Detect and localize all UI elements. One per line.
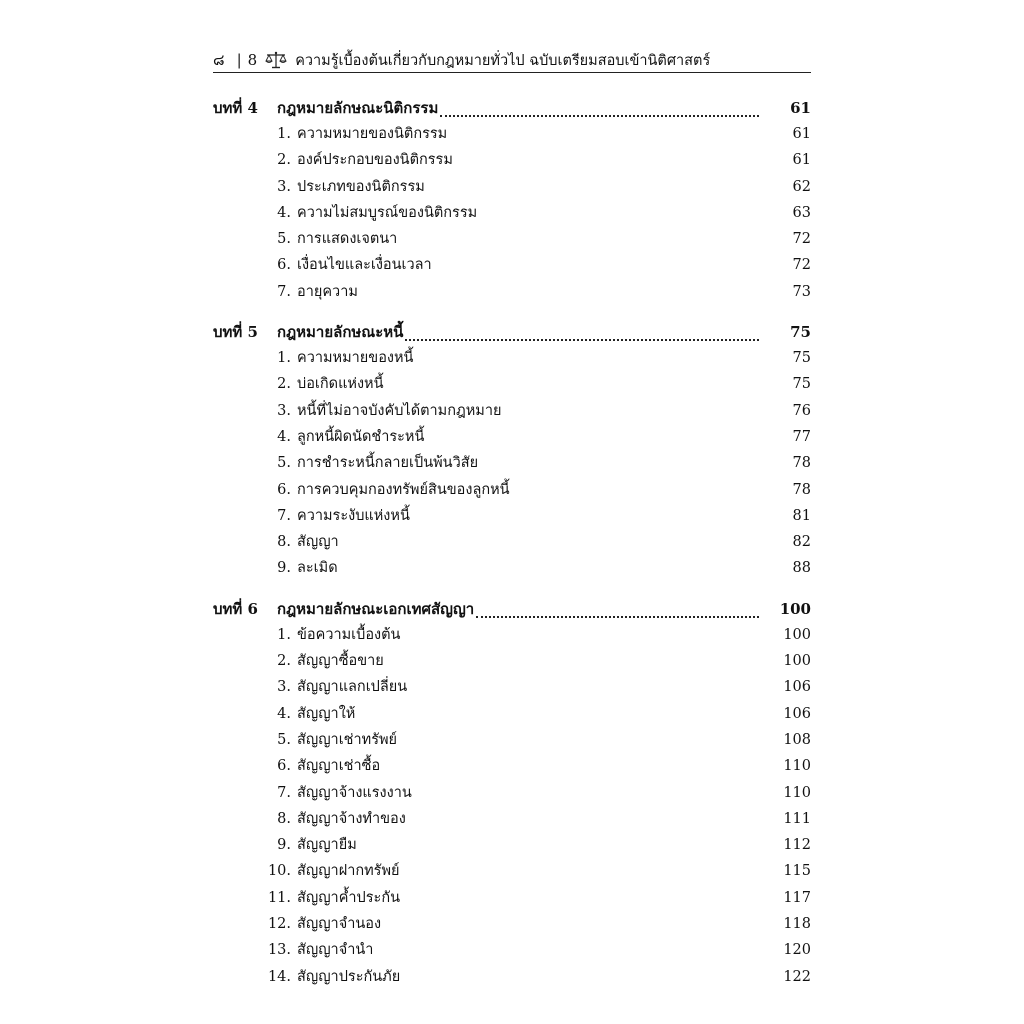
- toc-item-number: 4.: [277, 428, 291, 445]
- toc-item-number: 11.: [267, 889, 291, 906]
- toc-item-title: สัญญาเช่าซื้อ: [297, 758, 381, 775]
- toc-item-page-number: 77: [792, 428, 811, 445]
- toc-item-title: สัญญาจ้างแรงงาน: [297, 784, 412, 801]
- toc-item-number: 6.: [277, 758, 291, 775]
- toc-item-title: ข้อความเบื้องต้น: [297, 626, 401, 643]
- toc-item-page-number: 118: [783, 916, 811, 933]
- toc-item-number: 9.: [277, 560, 291, 577]
- toc-item-page-number: 108: [783, 731, 811, 748]
- chapter-page-number: 75: [790, 323, 811, 342]
- toc-item-page-number: 72: [792, 231, 811, 248]
- toc-item-title: อายุความ: [297, 283, 358, 300]
- toc-item-title: การควบคุมกองทรัพย์สินของลูกหนี้: [297, 481, 510, 498]
- toc-item-number: 2.: [277, 653, 291, 670]
- toc-item: [213, 886, 811, 912]
- toc-item-number: 3.: [277, 679, 291, 696]
- chapter-heading: [213, 597, 811, 623]
- toc-item-title: ความหมายของนิติกรรม: [297, 126, 448, 142]
- toc-item-page-number: 73: [792, 283, 811, 300]
- toc-item: [213, 965, 811, 991]
- toc-item-page-number: 61: [792, 126, 811, 142]
- toc-item-page-number: 72: [792, 257, 811, 274]
- toc-item-page-number: 100: [783, 626, 811, 643]
- toc-item-page-number: 111: [783, 810, 811, 827]
- header-thai-page-number: ๘: [213, 51, 225, 69]
- toc-item: [213, 556, 811, 582]
- toc-item-number: 6.: [277, 481, 291, 498]
- header-page-number: 8: [247, 51, 258, 69]
- chapter-label: บทที่ 5: [213, 323, 258, 342]
- toc-item-number: 8.: [277, 534, 291, 551]
- toc-item: [213, 807, 811, 833]
- toc-item-number: 9.: [277, 837, 291, 854]
- toc-item-number: 7.: [277, 507, 291, 524]
- toc-item-number: 1.: [277, 626, 291, 643]
- toc-item-number: 3.: [277, 178, 291, 195]
- toc-item: [213, 425, 811, 451]
- chapter-label: บทที่ 6: [213, 599, 258, 618]
- toc-item-page-number: 61: [792, 152, 811, 169]
- toc-item-page-number: 63: [792, 204, 811, 221]
- toc-item: [213, 451, 811, 477]
- page-header: [213, 48, 811, 73]
- dot-leader: [476, 604, 759, 618]
- toc-item-page-number: 82: [792, 534, 811, 551]
- toc-item-title: สัญญาฝากทรัพย์: [297, 863, 400, 880]
- toc-item-page-number: 75: [792, 350, 811, 367]
- toc-item-page-number: 78: [792, 481, 811, 498]
- toc-item: [213, 702, 811, 728]
- toc-item: [213, 280, 811, 306]
- toc-item-number: 10.: [267, 863, 291, 880]
- toc-item-title: สัญญายืม: [297, 837, 357, 854]
- dot-leader: [440, 103, 759, 117]
- toc-item-page-number: 117: [783, 889, 811, 906]
- toc-item-title: เงื่อนไขและเงื่อนเวลา: [297, 257, 432, 274]
- toc-item-number: 5.: [277, 231, 291, 248]
- toc-item-title: การแสดงเจตนา: [297, 231, 398, 248]
- toc-item: [213, 175, 811, 201]
- toc-item-title: ละเมิด: [297, 560, 338, 577]
- toc-item-title: ความระงับแห่งหนี้: [297, 507, 410, 524]
- toc-item: [213, 754, 811, 780]
- toc-item: [213, 346, 811, 372]
- toc-item: [213, 912, 811, 938]
- toc-item-page-number: 110: [783, 758, 811, 775]
- toc-item: [213, 530, 811, 556]
- toc-item-page-number: 112: [783, 837, 811, 854]
- toc-item: [213, 623, 811, 649]
- toc-item-number: 8.: [277, 810, 291, 827]
- toc-item: [213, 122, 811, 148]
- toc-item: [213, 504, 811, 530]
- toc-item-title: องค์ประกอบของนิติกรรม: [297, 152, 453, 169]
- chapter-title: กฎหมายลักษณะนิติกรรม: [277, 99, 439, 117]
- toc-item-title: สัญญาค้ำประกัน: [297, 889, 401, 906]
- toc-item-title: สัญญาจำนอง: [297, 916, 382, 933]
- chapter-title: กฎหมายลักษณะหนี้: [277, 323, 404, 342]
- toc-item: [213, 478, 811, 504]
- chapter-label: บทที่ 4: [213, 99, 258, 117]
- toc-item-title: สัญญาให้: [297, 705, 356, 722]
- toc-item-page-number: 100: [783, 653, 811, 670]
- toc-item: [213, 148, 811, 174]
- toc-item-number: 4.: [277, 705, 291, 722]
- chapter-heading: [213, 320, 811, 346]
- toc-item-page-number: 75: [792, 376, 811, 393]
- chapter-page-number: 100: [779, 599, 811, 618]
- toc-item-title: สัญญาจำนำ: [297, 942, 374, 959]
- toc-item-page-number: 88: [792, 560, 811, 577]
- chapter-heading: [213, 96, 811, 122]
- toc-item-page-number: 115: [783, 863, 811, 880]
- toc-item-title: หนี้ที่ไม่อาจบังคับได้ตามกฎหมาย: [297, 402, 502, 419]
- toc-item: [213, 372, 811, 398]
- toc-item-page-number: 122: [783, 968, 811, 985]
- toc-item: [213, 728, 811, 754]
- toc-item: [213, 833, 811, 859]
- toc-item-page-number: 110: [783, 784, 811, 801]
- toc-item-number: 7.: [277, 283, 291, 300]
- toc-item-title: บ่อเกิดแห่งหนี้: [297, 376, 384, 393]
- toc-item-number: 4.: [277, 204, 291, 221]
- toc-item-title: สัญญา: [297, 534, 339, 551]
- chapter-spacer: [213, 306, 811, 320]
- toc-item-number: 2.: [277, 152, 291, 169]
- toc-item-page-number: 106: [783, 679, 811, 696]
- toc-item-number: 14.: [267, 968, 291, 985]
- toc-item-page-number: 78: [792, 455, 811, 472]
- toc-item-title: สัญญาประกันภัย: [297, 968, 401, 985]
- header-book-title: ความรู้เบื้องต้นเกี่ยวกับกฎหมายทั่วไป ฉบับเตรียมสอบเข้านิติศาสตร์: [295, 52, 711, 69]
- toc-item-title: ลูกหนี้ผิดนัดชำระหนี้: [297, 428, 425, 445]
- dot-leader: [405, 327, 759, 341]
- toc-item-title: สัญญาเช่าทรัพย์: [297, 731, 398, 748]
- toc-item: [213, 938, 811, 964]
- toc-item-page-number: 120: [783, 942, 811, 959]
- toc-item-title: สัญญาแลกเปลี่ยน: [297, 679, 408, 696]
- toc-item-page-number: 76: [792, 402, 811, 419]
- chapter-title: กฎหมายลักษณะเอกเทศสัญญา: [277, 599, 475, 618]
- header-separator: |: [236, 51, 242, 69]
- toc-item: [213, 649, 811, 675]
- table-of-contents: [213, 96, 811, 991]
- toc-item-page-number: 106: [783, 705, 811, 722]
- chapter-page-number: 61: [790, 99, 811, 117]
- toc-item-title: ประเภทของนิติกรรม: [297, 178, 425, 195]
- toc-item: [213, 781, 811, 807]
- toc-item-number: 3.: [277, 402, 291, 419]
- toc-item-number: 5.: [277, 731, 291, 748]
- toc-item-title: การชำระหนี้กลายเป็นพ้นวิสัย: [297, 455, 479, 472]
- toc-item-number: 12.: [267, 916, 291, 933]
- toc-item-title: สัญญาซื้อขาย: [297, 653, 384, 670]
- toc-item-number: 2.: [277, 376, 291, 393]
- toc-item-number: 13.: [267, 942, 291, 959]
- toc-item-title: ความหมายของหนี้: [297, 350, 414, 367]
- toc-item-number: 1.: [277, 126, 291, 142]
- chapter-spacer: [213, 583, 811, 597]
- toc-item-page-number: 62: [792, 178, 811, 195]
- toc-item-number: 5.: [277, 455, 291, 472]
- toc-item: [213, 201, 811, 227]
- toc-item: [213, 399, 811, 425]
- scales-of-justice-icon: [265, 51, 287, 69]
- toc-item: [213, 859, 811, 885]
- toc-item: [213, 675, 811, 701]
- toc-item-page-number: 81: [792, 507, 811, 524]
- toc-item-number: 1.: [277, 350, 291, 367]
- toc-item-title: สัญญาจ้างทำของ: [297, 810, 406, 827]
- toc-item-title: ความไม่สมบูรณ์ของนิติกรรม: [297, 204, 478, 221]
- toc-item-number: 7.: [277, 784, 291, 801]
- toc-item: [213, 227, 811, 253]
- toc-item-number: 6.: [277, 257, 291, 274]
- toc-item: [213, 253, 811, 279]
